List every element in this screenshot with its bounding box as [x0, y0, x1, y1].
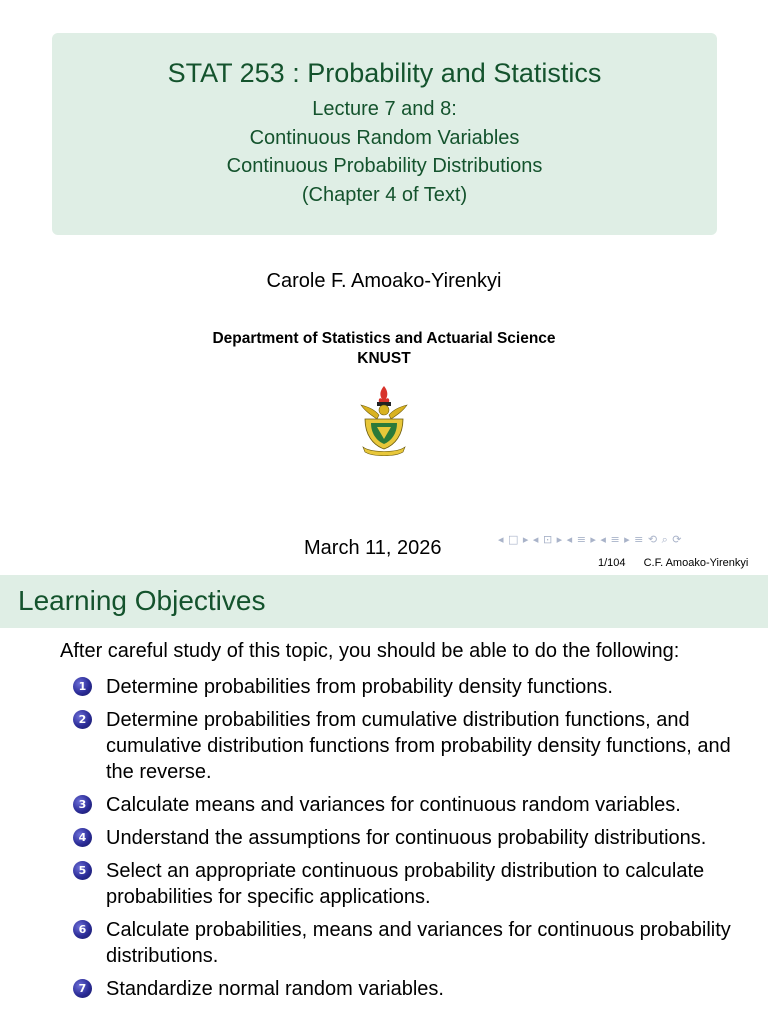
numbered-ball-icon: 2 — [73, 710, 92, 729]
subtitle-line: Continuous Probability Distributions — [226, 155, 543, 177]
list-item — [72, 858, 752, 910]
institution-name: KNUST — [357, 350, 411, 367]
list-item — [72, 825, 752, 851]
objective-text: Determine probabilities from probability density functions. — [106, 676, 613, 698]
objective-text: Standardize normal random variables. — [106, 978, 444, 1000]
beamer-navigation-bar[interactable]: ◂ □ ▸ ◂ ⊡ ▸ ◂ ≡ ▸ ◂ ≡ ▸ ≡ ⟲ ⌕ ⟳ — [498, 533, 682, 546]
department-name: Department of Statistics and Actuarial Science — [212, 330, 556, 347]
frame-title-bar — [0, 575, 768, 628]
title-block — [52, 33, 717, 235]
numbered-ball-icon: 4 — [73, 828, 92, 847]
objective-text: Understand the assumptions for continuous probability distributions. — [106, 827, 707, 849]
numbered-ball-icon: 6 — [73, 920, 92, 939]
numbered-ball-icon: 5 — [73, 861, 92, 880]
objectives-list — [72, 674, 752, 1009]
institute-block — [0, 329, 768, 369]
frame-title: Learning Objectives — [18, 585, 266, 616]
knust-crest-icon — [355, 383, 413, 457]
subtitle-line: Continuous Random Variables — [249, 126, 520, 149]
list-item — [72, 917, 752, 969]
slide-footer — [598, 557, 748, 569]
objective-text: Determine probabilities from cumulative distribution functions, and cumulative distribution functions from probability density functions, and the reverse. — [106, 709, 731, 783]
author-name: Carole F. Amoako-Yirenkyi — [266, 270, 502, 292]
numbered-ball-icon: 7 — [73, 979, 92, 998]
list-item — [72, 707, 752, 785]
presentation-date: March 11, 2026 — [304, 537, 442, 559]
objective-text: Select an appropriate continuous probability distribution to calculate probabilities for specific applications. — [106, 860, 705, 908]
objective-text: Calculate probabilities, means and variances for continuous probability distributions. — [106, 919, 731, 967]
footer-author: C.F. Amoako-Yirenkyi — [643, 557, 749, 569]
numbered-ball-icon: 3 — [73, 795, 92, 814]
list-item — [72, 976, 752, 1002]
objective-text: Calculate means and variances for continuous random variables. — [106, 794, 681, 816]
objectives-slide — [0, 575, 768, 1024]
subtitle-line: Lecture 7 and 8: — [312, 98, 457, 120]
objectives-intro: After careful study of this topic, you should be able to do the following: — [60, 640, 680, 662]
list-item — [72, 792, 752, 818]
numbered-ball-icon: 1 — [73, 677, 92, 696]
subtitle-line: (Chapter 4 of Text) — [301, 183, 468, 206]
list-item — [72, 674, 752, 700]
presentation-title: STAT 253 : Probability and Statistics — [167, 58, 602, 88]
page-number: 1/104 — [598, 557, 626, 569]
